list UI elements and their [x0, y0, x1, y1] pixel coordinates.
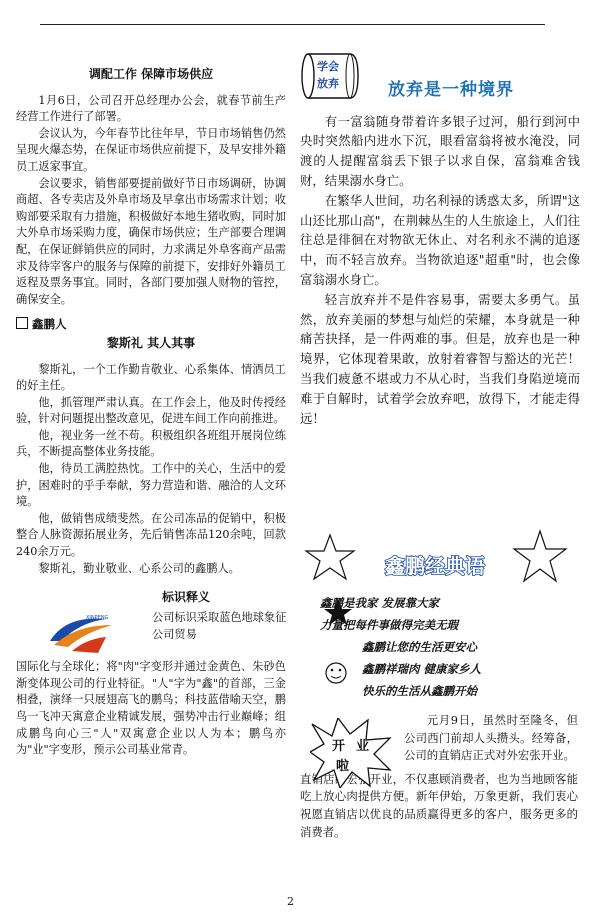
slogan-line: 鑫鹏让您的生活更安心	[362, 640, 477, 654]
article-paragraph: 他，做销售成绩斐然。在公司冻品的促销中，积极整合人脉资源拓展业务，先后销售冻品120余吨，回款240余万元。	[16, 511, 286, 559]
logo-section	[16, 585, 286, 659]
article-title-logo: 标识释义	[162, 590, 211, 605]
article-paragraph: 他，视业务一丝不苟。积极组织各班组开展岗位练兵，不断提高整体业务技能。	[16, 428, 286, 459]
logo-description-continued: 国际化与全球化；将"肉"字变形并通过金黄色、朱砂色渐变体现公司的行业特征。"人"字为"鑫"的首部，三金相叠，演绎一只展翅高飞的鹏鸟；科技蓝借喻天空，鹏鸟一飞冲天寓意企业精诚发展，强势冲击行业巅峰；组成鹏鸟向心三"人"双寓意企业以人为本；鹏鸟亦为"业"字变形，预示公司基业常青。	[16, 660, 286, 757]
page-number: 2	[287, 895, 294, 908]
article-paragraph: 黎斯礼，勤业敬业、心系公司的鑫鹏人。	[38, 561, 240, 575]
article-paragraph: 黎斯礼，一个工作勤肯敬业、心系集体、情洒员工的好主任。	[16, 362, 286, 393]
company-logo-icon	[46, 611, 116, 655]
opening-burst-icon	[310, 718, 392, 788]
article-paragraph: 会议要求，销售部要提前做好节日市场调研，协调商超、各专卖店及外阜市场及早拿出市场需求计划；收购部要采取有力措施，积极做好本地生猪收购，同时加大外阜市场采购力度，确保市场供应；生产部要合理调配，在保证鲜销供应的同时，力求满足外阜客商产品需求及待宰客户的服务与保障的前提下，安排好外籍员工返程及票务事宜。同时，各部门要加强人财物的管控，确保安全。	[16, 176, 286, 306]
article-paragraph: 他，待员工满腔热忱。工作中的关心，生活中的爱护，困难时的乎手奉献，努力营造和谐、融洽的人文环境。	[16, 462, 286, 509]
article-paragraph: 有一富翁随身带着许多银子过河，船行到河中央时突然船内进水下沉，眼看富翁将被水淹没，同渡的人提醒富翁丢下银子以求自保，富翁难舍钱财，结果溺水身亡。	[300, 113, 580, 188]
article-title-market: 调配工作 保障市场供应	[88, 67, 214, 81]
star-outline-icon	[306, 535, 354, 579]
opening-paragraph: 元月9日，虽然时至隆冬，但公司西门前却人头攒头。经筹备，公司的直销店正式对外宏张开业。	[404, 713, 578, 763]
slogan-title: 鑫鹏经典语	[385, 554, 485, 578]
section-label	[16, 316, 286, 333]
opening-badge-char: 开	[332, 739, 346, 754]
article-paragraph: 他，抓管理严肃认真。在工作会上，他及时传授经验，针对问题提出整改意见，促进车间工作向前推进。	[16, 395, 286, 426]
slogan-decoration	[300, 525, 570, 705]
slogan-line: 鑫鹏是我家 发展靠大家	[320, 596, 440, 610]
article-paragraph: 会议认为，今年春节比往年早，节日市场销售仍然呈现火爆态势，在保证市场供应前提下，及早安排外籍员工返家事宜。	[16, 126, 286, 173]
slogan-section	[300, 525, 570, 705]
slogan-line: 快乐的生活从鑫鹏开始	[362, 684, 477, 698]
logo-description: 公司标识采取蓝色地球象征公司贸易	[152, 611, 287, 642]
slogan-title-banner	[360, 547, 510, 583]
scroll-label: 学会 放弃	[317, 60, 339, 90]
article-paragraph: 轻言放弃并不是件容易事，需要太多勇气。虽然，放弃美丽的梦想与灿烂的荣耀，本身就是一种痛苦抉择，是一件两难的事。但是，放弃也是一种境界，它体现着果敢，放射着睿智与豁达的光芒！当我们疲惫不堪或力不从心时，当我们身陷逆境而难于自解时，试着学会放弃吧，放得下，才能走得远！	[300, 291, 580, 426]
smiley-icon	[326, 663, 346, 683]
opening-paragraph: 直销店的宏张开业，不仅惠顾消费者，也为当地顾客能吃上放心肉提供方便。新年伊始，万象更新，我们衷心祝愿直销店以优良的品质赢得更多的客户，服务更多的消费者。	[300, 771, 578, 839]
article-title-profile: 黎斯礼 其人其事	[106, 335, 196, 350]
checkbox-square-icon	[16, 317, 28, 329]
column-scroll-badge	[300, 50, 362, 102]
opening-badge-char: 啦	[336, 759, 350, 774]
star-outline-icon	[514, 531, 566, 581]
slogan-line: 鑫鹏祥瑞肉 健康家乡人	[362, 662, 482, 676]
left-column	[16, 60, 286, 759]
article-title-letting-go: 放弃是一种境界	[388, 80, 514, 100]
article-paragraph: 1月6日，公司召开总经理办公会，就春节前生产经营工作进行了部署。	[16, 93, 286, 124]
right-column	[300, 50, 580, 428]
logo-pinyin: XINPENG	[86, 615, 109, 622]
article-paragraph: 在繁华人世间，功名利禄的诱惑太多，所谓"这山还比那山高"，在荆棘丛生的人生旅途上，人们往往总是徘徊在对物欲无休止、对名利永不满的追逐中，而不轻言放弃。当物欲追逐"超重"时，也会像富翁溺水身亡。	[300, 192, 580, 287]
opening-badge-char: 业	[356, 739, 370, 754]
section-label-text: 鑫鹏人	[32, 317, 67, 332]
top-rule	[40, 24, 545, 25]
slogan-line: 力量把每件事做得完美无瑕	[320, 618, 458, 632]
opening-section	[300, 712, 578, 841]
